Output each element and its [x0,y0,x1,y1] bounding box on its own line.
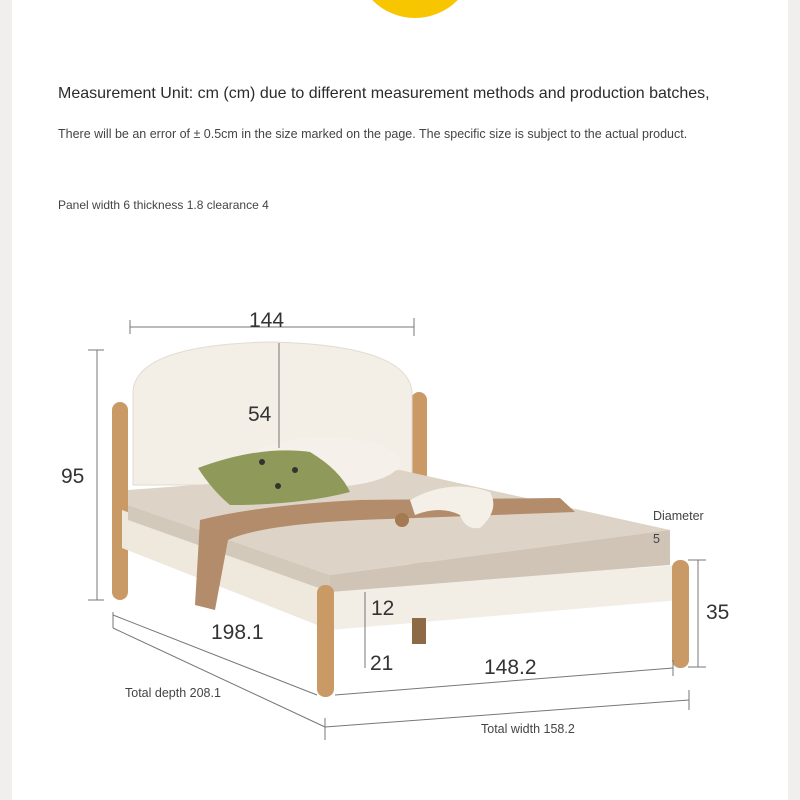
measurement-unit-note: Measurement Unit: cm (cm) due to different measurement methods and production batches, [58,85,710,102]
bed-illustration [112,342,689,697]
total-depth-label: Total depth 208.1 [125,686,221,700]
size-error-note: There will be an error of ± 0.5cm in the size marked on the page. The specific size is subject to the actual product. [58,127,688,141]
side-length-label: 198.1 [211,621,264,644]
total-width-label: Total width 158.2 [481,722,575,736]
post-diameter-label: Diameter [653,509,704,523]
total-height-label: 95 [61,465,85,488]
headboard-post-left [112,402,128,600]
panel-spec-note: Panel width 6 thickness 1.8 clearance 4 [58,198,269,212]
leg-height-label: 21 [370,652,394,675]
headboard-width-label: 144 [249,309,285,332]
leg-front-right [672,560,689,668]
headboard-height-label: 54 [248,403,272,426]
post-diameter-value: 5 [653,532,660,546]
leg-back [412,618,426,644]
foot-post-height-label: 35 [706,601,730,624]
inner-width-label: 148.2 [484,656,537,679]
leg-front-left [317,585,334,697]
rail-height-label: 12 [371,597,395,620]
